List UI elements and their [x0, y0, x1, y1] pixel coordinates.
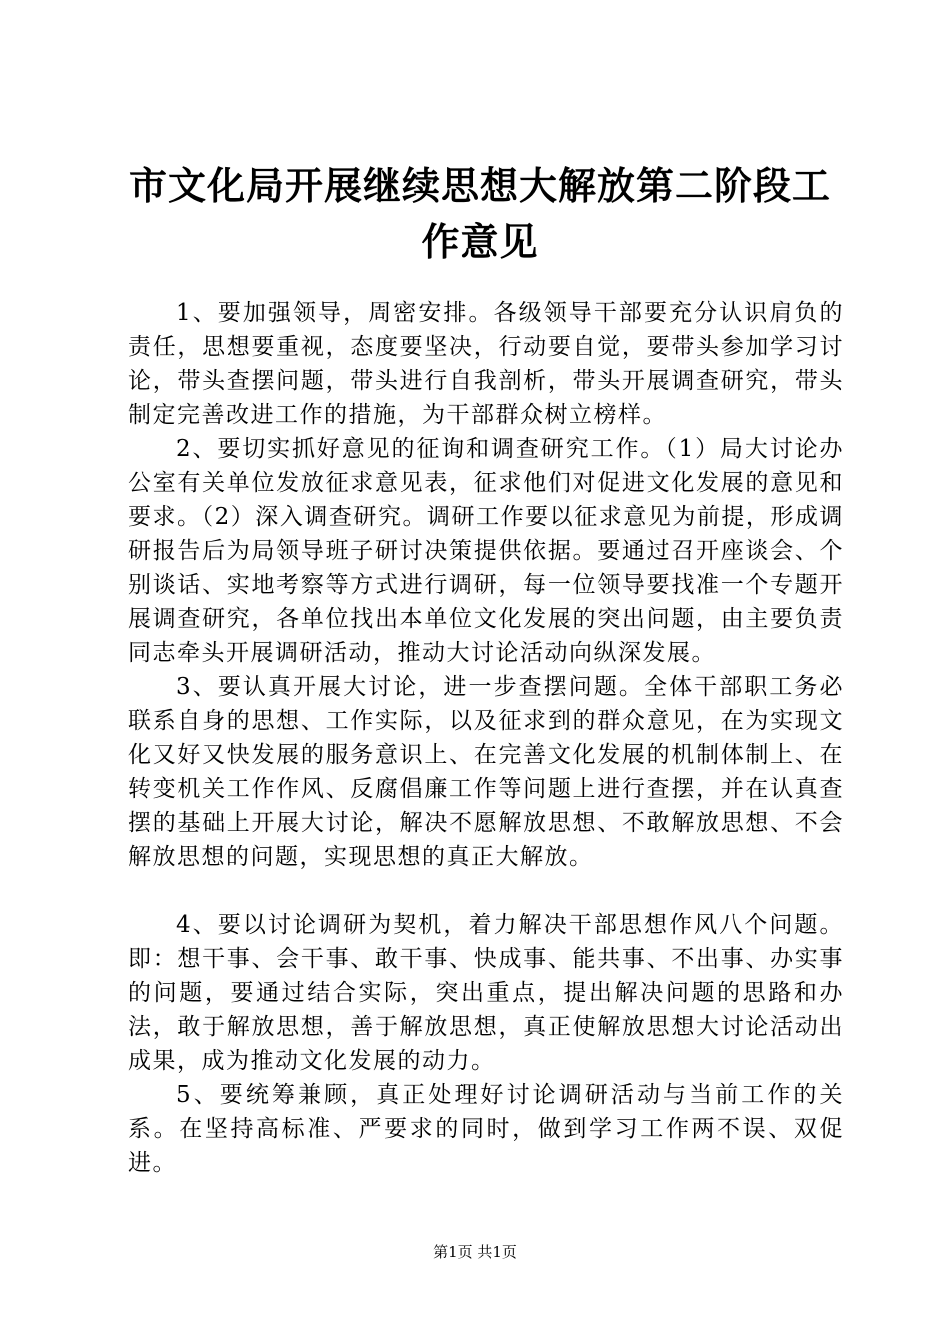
paragraph-4: 4、要以讨论调研为契机，着力解决干部思想作风八个问题。即：想干事、会干事、敢干事、快成事、能共事、不出事、办实事的问题，要通过结合实际，突出重点，提出解决问题的思路和办法，敢于解放思想，善于解放思想，真正使解放思想大讨论活动出成果，成为推动文化发展的动力。	[128, 912, 844, 1074]
paragraph-5: 5、要统筹兼顾，真正处理好讨论调研活动与当前工作的关系。在坚持高标准、严要求的同时，做到学习工作两不误、双促进。	[128, 1082, 844, 1176]
document-body	[128, 296, 844, 1180]
paragraph-1: 1、要加强领导，周密安排。各级领导干部要充分认识肩负的责任，思想要重视，态度要坚决，行动要自觉，要带头参加学习讨论，带头查摆问题，带头进行自我剖析，带头开展调查研究，带头制定完善改进工作的措施，为干部群众树立榜样。	[128, 300, 844, 428]
page-footer: 第1页 共1页	[433, 1243, 517, 1261]
document-title: 市文化局开展继续思想大解放第二阶段工作意见	[128, 163, 831, 264]
paragraph-spacer	[128, 874, 844, 908]
paragraph-3: 3、要认真开展大讨论，进一步查摆问题。全体干部职工务必联系自身的思想、工作实际，以及征求到的群众意见，在为实现文化又好又快发展的服务意识上、在完善文化发展的机制体制上、在转变机关工作作风、反腐倡廉工作等问题上进行查摆，并在认真查摆的基础上开展大讨论，解决不愿解放思想、不敢解放思想、不会解放思想的问题，实现思想的真正大解放。	[128, 674, 844, 870]
paragraph-2: 2、要切实抓好意见的征询和调查研究工作。（1）局大讨论办公室有关单位发放征求意见表，征求他们对促进文化发展的意见和要求。（2）深入调查研究。调研工作要以征求意见为前提，形成调研报告后为局领导班子研讨决策提供依据。要通过召开座谈会、个别谈话、实地考察等方式进行调研，每一位领导要找准一个专题开展调查研究，各单位找出本单位文化发展的突出问题，由主要负责同志牵头开展调研活动，推动大讨论活动向纵深发展。	[128, 436, 844, 666]
